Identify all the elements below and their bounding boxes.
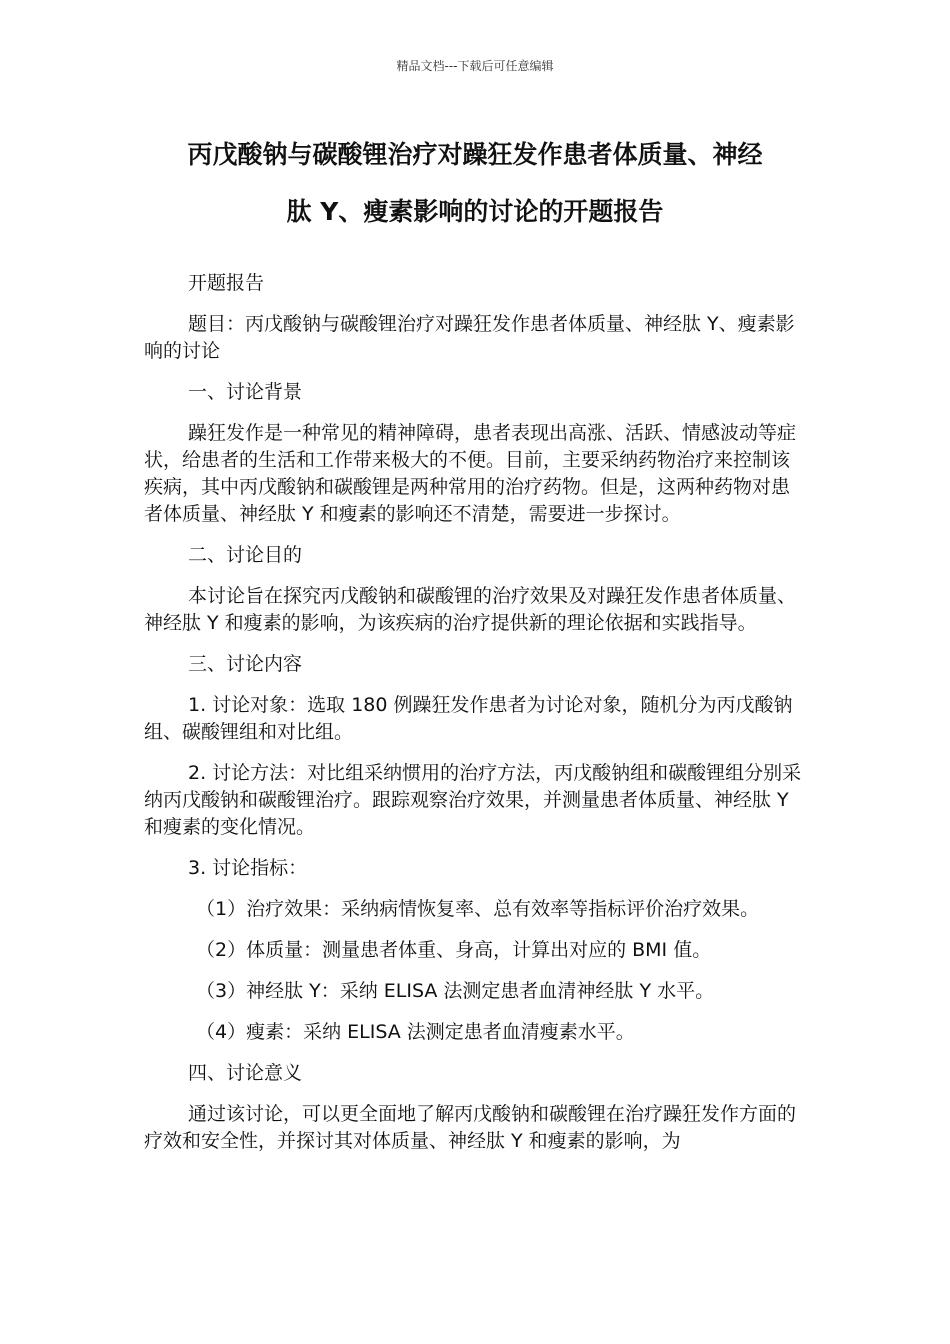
content-item: 1. 讨论对象：选取 180 例躁狂发作患者为讨论对象，随机分为丙戊酸钠组、碳酸锂组和对比组。 <box>144 694 793 743</box>
background-paragraph: 躁狂发作是一种常见的精神障碍，患者表现出高涨、活跃、情感波动等症状，给患者的生活和工作带来极大的不便。目前，主要采纳药物治疗来控制该疾病，其中丙戊酸钠和碳酸锂是两种常用的治疗药物。但是，这两种药物对患者体质量、神经肽 Y 和瘦素的影响还不清楚，需要进一步探讨。 <box>144 422 797 525</box>
section-heading: 四、讨论意义 <box>188 1062 303 1084</box>
indicator-item: （4）瘦素：采纳 ELISA 法测定患者血清瘦素水平。 <box>196 1021 635 1043</box>
document-title-line-1: 丙戊酸钠与碳酸锂治疗对躁狂发作患者体质量、神经 <box>187 140 763 169</box>
purpose-paragraph: 本讨论旨在探究丙戊酸钠和碳酸锂的治疗效果及对躁狂发作患者体质量、神经肽 Y 和瘦素的影响，为该疾病的治疗提供新的理论依据和实践指导。 <box>144 585 797 634</box>
page-header: 精品文档---下载后可任意编辑 <box>396 59 554 73</box>
indicator-item: （1）治疗效果：采纳病情恢复率、总有效率等指标评价治疗效果。 <box>196 898 760 920</box>
section-heading: 三、讨论内容 <box>188 653 303 675</box>
indicator-item: （3）神经肽 Y：采纳 ELISA 法测定患者血清神经肽 Y 水平。 <box>196 980 715 1002</box>
section-heading: 一、讨论背景 <box>188 381 303 403</box>
indicator-item: （2）体质量：测量患者体重、身高，计算出对应的 BMI 值。 <box>196 939 712 961</box>
document-title-line-2: 肽 Y、瘦素影响的讨论的开题报告 <box>286 197 664 226</box>
content-item: 3. 讨论指标： <box>188 857 308 879</box>
document-body <box>144 270 806 1169</box>
content-item: 2. 讨论方法：对比组采纳惯用的治疗方法，丙戊酸钠组和碳酸锂组分别采纳丙戊酸钠和碳酸锂治疗。跟踪观察治疗效果，并测量患者体质量、神经肽 Y 和瘦素的变化情况。 <box>144 762 802 838</box>
section-heading: 二、讨论目的 <box>188 544 303 566</box>
topic-paragraph: 题目：丙戊酸钠与碳酸锂治疗对躁狂发作患者体质量、神经肽 Y、瘦素影响的讨论 <box>144 313 795 362</box>
section-label: 开题报告 <box>188 272 265 294</box>
significance-paragraph: 通过该讨论，可以更全面地了解丙戊酸钠和碳酸锂在治疗躁狂发作方面的疗效和安全性，并探讨其对体质量、神经肽 Y 和瘦素的影响，为 <box>144 1103 797 1152</box>
